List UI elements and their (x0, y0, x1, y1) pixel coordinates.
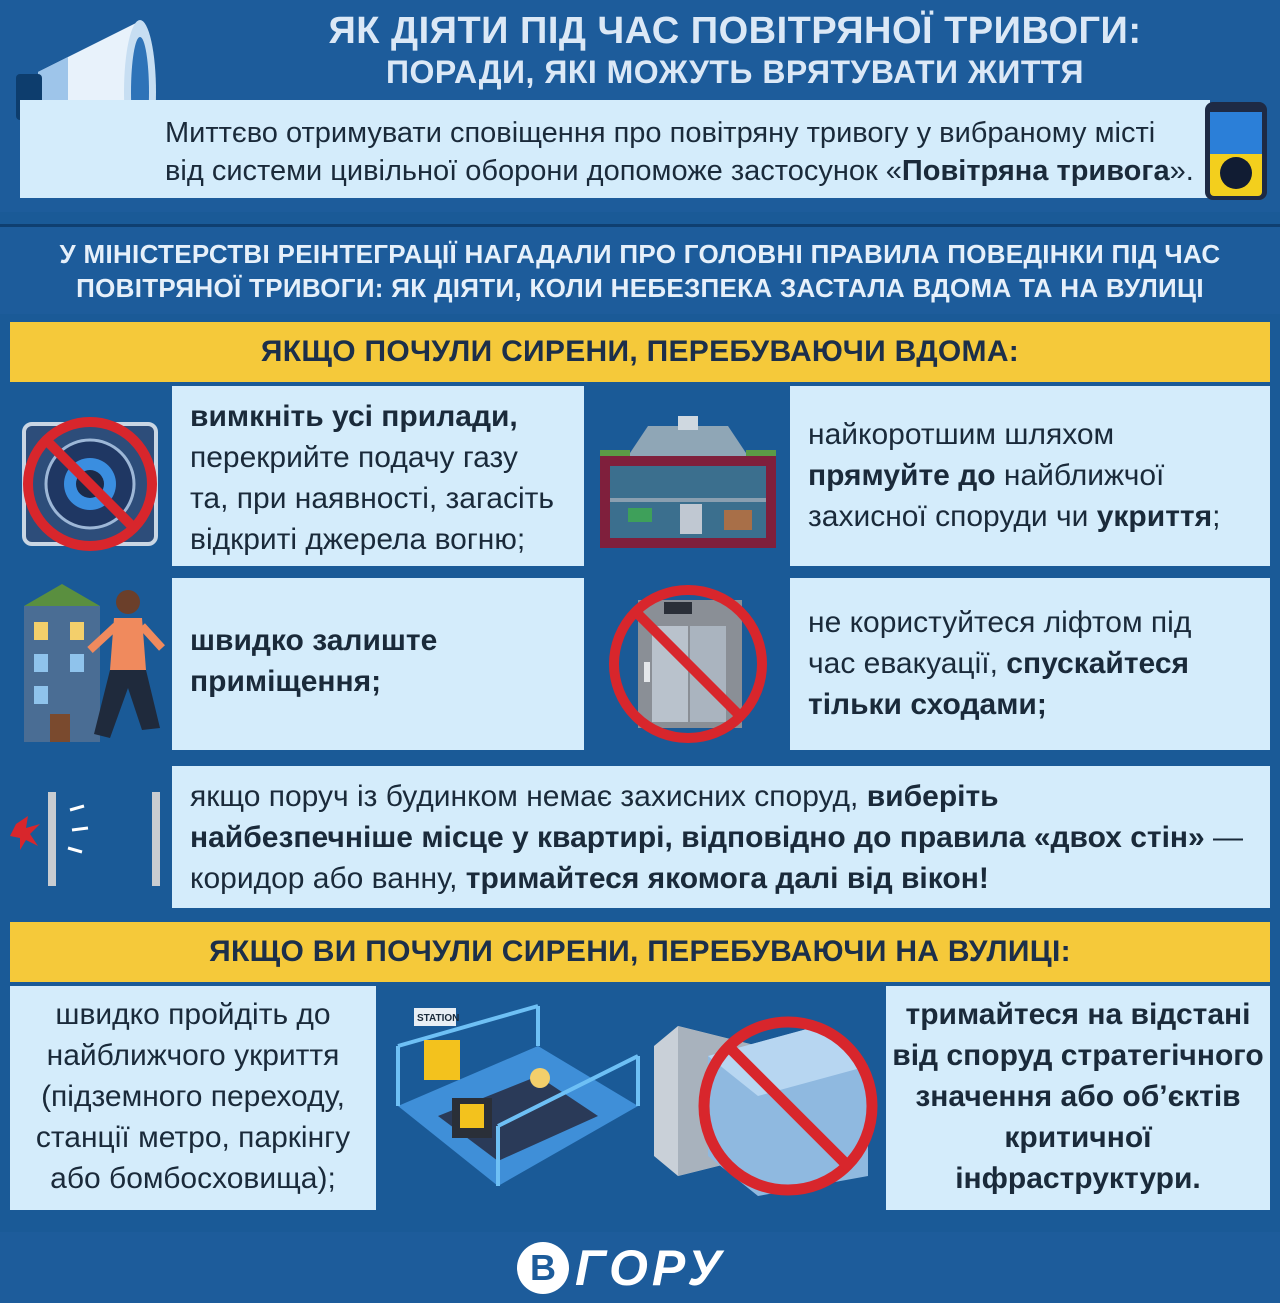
intro-text: У МІНІСТЕРСТВІ РЕІНТЕГРАЦІЇ НАГАДАЛИ ПРО ГОЛОВНІ ПРАВИЛА ПОВЕДІНКИ ПІД ЧАС ПОВІТРЯНОЇ ТРИВОГИ: ЯК ДІЯТИ, КОЛИ НЕБЕЗПЕКА ЗАСТАЛА ВДОМА ТА НА ВУЛИЦІ (59, 239, 1221, 303)
no-gas-stove-icon (10, 386, 170, 566)
home-section-heading: ЯКЩО ПОЧУЛИ СИРЕНИ, ПЕРЕБУВАЮЧИ ВДОМА: (10, 322, 1270, 382)
two-walls-icon (10, 766, 170, 908)
bomb-shelter-icon (588, 386, 788, 566)
page-title: ЯК ДІЯТИ ПІД ЧАС ПОВІТРЯНОЇ ТРИВОГИ: (328, 10, 1142, 52)
street-section-heading: ЯКЩО ВИ ПОЧУЛИ СИРЕНИ, ПЕРЕБУВАЮЧИ НА ВУЛИЦІ: (10, 922, 1270, 982)
intro-banner (0, 224, 1280, 314)
tip-no-elevator: не користуйтеся ліфтом під час евакуації, спускайтеся тільки сходами; (790, 578, 1270, 750)
tip-leave-premises: швидко залиште приміщення; (172, 578, 584, 750)
icon-panel-two-walls (10, 766, 170, 908)
tip-turn-off-appliances: вимкніть усі прилади, перекрийте подачу газу та, при наявності, загасіть відкриті джерела вогню; (172, 386, 584, 566)
station-sign-label: STATION (417, 1013, 460, 1024)
no-elevator-icon (588, 578, 788, 750)
metro-entrance-icon (378, 986, 884, 1210)
phone-alert-icon (1205, 102, 1267, 200)
logo-mark: В (517, 1242, 569, 1294)
tip-keep-distance: тримайтеся на відстані від споруд стратегічного значення або об’єктів критичної інфраструктури. (886, 986, 1270, 1210)
icon-panel-street (378, 986, 884, 1210)
icon-panel-leave (10, 578, 170, 750)
app-name: Повітряна тривога (901, 155, 1170, 187)
app-info-text: Миттєво отримувати сповіщення про повітряну тривогу у вибраному місті від системи цивільної оборони допоможе застосунок «Повітряна тривога». (165, 117, 1194, 187)
icon-panel-gas (10, 386, 170, 566)
logo-text: ГОРУ (575, 1240, 726, 1296)
app-info-box (20, 100, 1210, 198)
running-woman-icon (10, 578, 170, 750)
icon-panel-elevator (588, 578, 788, 750)
vgoru-logo[interactable] (517, 1242, 767, 1294)
tip-go-to-shelter: найкоротшим шляхом прямуйте до найближчої захисної споруди чи укриття; (790, 386, 1270, 566)
footer (0, 1232, 1280, 1303)
icon-panel-shelter (588, 386, 788, 566)
header (0, 0, 1280, 212)
tip-two-walls: якщо поруч із будинком немає захисних споруд, виберіть найбезпечніше місце у квартирі, відповідно до правила «двох стін» — коридор або ванну, тримайтеся якомога далі від вікон! (172, 766, 1270, 908)
page-subtitle: ПОРАДИ, ЯКІ МОЖУТЬ ВРЯТУВАТИ ЖИТТЯ (386, 54, 1084, 90)
tip-go-underground: швидко пройдіть до найближчого укриття (підземного переходу, станції метро, паркінгу або бомбосховища); (10, 986, 376, 1210)
